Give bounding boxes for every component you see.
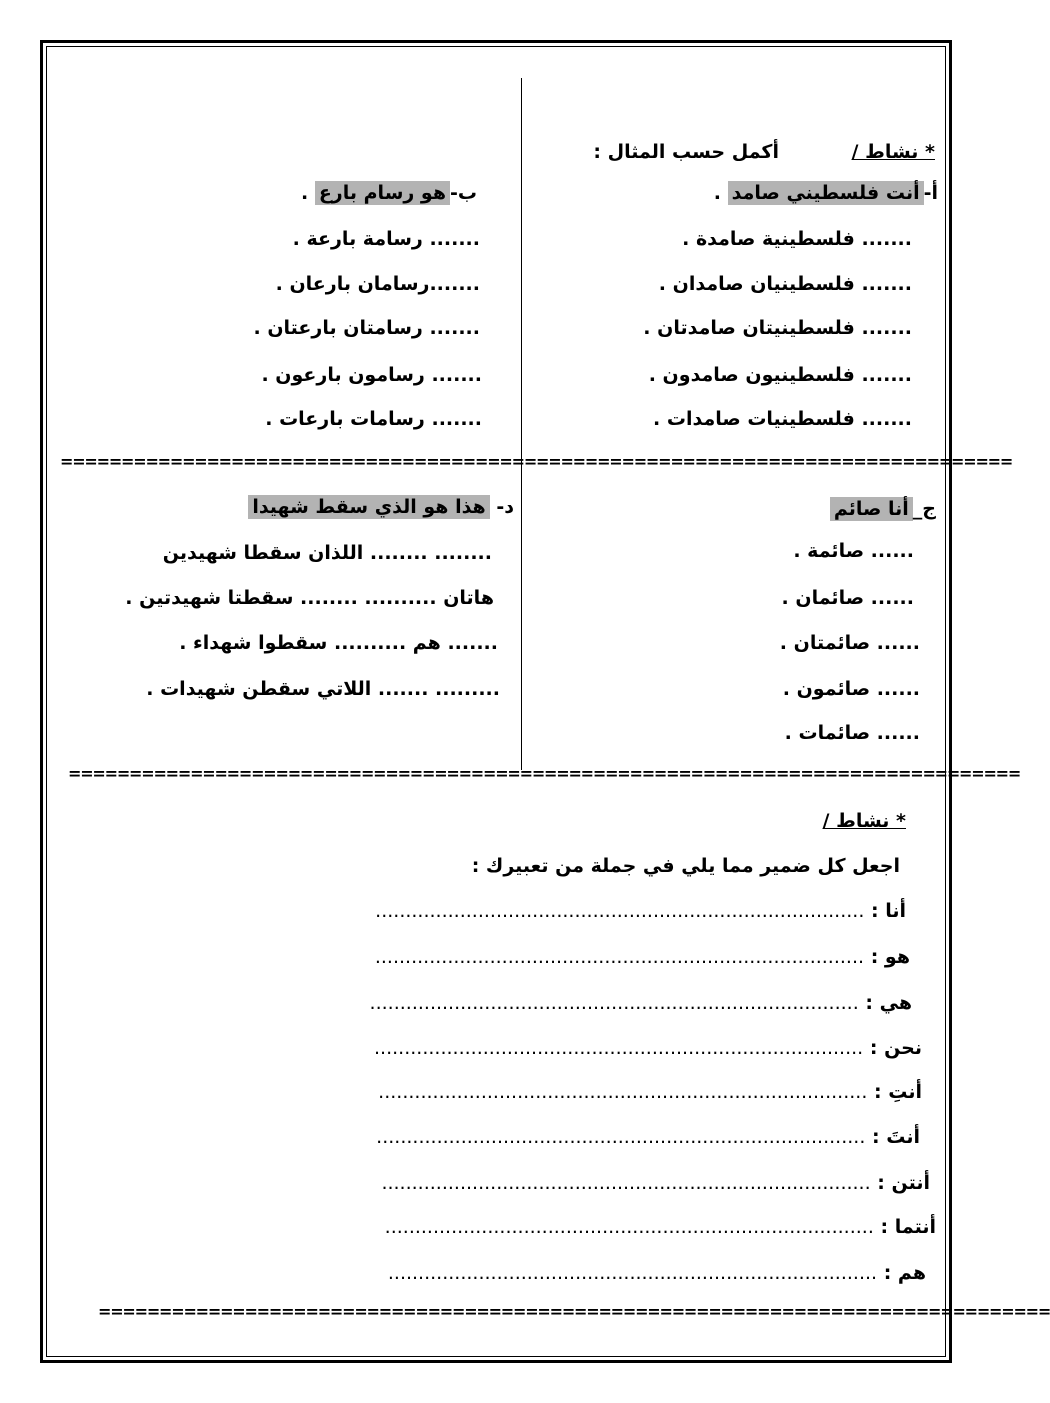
pronoun-row bbox=[385, 1214, 936, 1240]
answer-line[interactable]: ................................................................................. bbox=[381, 1172, 871, 1194]
section-d-highlight: هذا هو الذي سقط شهيدا bbox=[248, 495, 489, 519]
section-d-item: ....... هم .......... سقطوا شهداء . bbox=[179, 632, 498, 654]
pronoun-label: هو : bbox=[870, 946, 910, 968]
section-a-item: ....... فلسطينيان صامدان . bbox=[658, 273, 912, 295]
pronoun-row bbox=[374, 1035, 922, 1061]
answer-line[interactable]: ................................................................................. bbox=[387, 1262, 878, 1284]
section-a-period: . bbox=[713, 182, 721, 204]
pronoun-row bbox=[388, 1260, 926, 1286]
pronoun-row bbox=[376, 1124, 920, 1150]
section-a-item: ....... فلسطينيات صامدات . bbox=[653, 408, 912, 430]
section-b-highlight: هو رسام بارع bbox=[315, 181, 450, 205]
section-c-marker: ج_ bbox=[912, 498, 936, 520]
column-divider bbox=[521, 78, 522, 770]
section-b-item: ....... رسامة بارعة . bbox=[292, 228, 480, 250]
answer-line[interactable]: ................................................................................. bbox=[375, 900, 865, 922]
section-b-marker: ب- bbox=[450, 182, 477, 204]
section-a-item: ....... فلسطينية صامدة . bbox=[682, 228, 912, 250]
section-c-item: ...... صائمان . bbox=[781, 587, 914, 609]
pronoun-label: أنتَ : bbox=[872, 1126, 920, 1148]
answer-line[interactable]: ................................................................................. bbox=[378, 1081, 868, 1103]
section-a-item: ....... فلسطينيتان صامدتان . bbox=[643, 317, 912, 339]
section-b-item: ....... رسامات بارعات . bbox=[265, 408, 482, 430]
activity2-instruction: اجعل كل ضمير مما يلي في جملة من تعبيرك : bbox=[471, 855, 900, 877]
section-a-item: ....... فلسطينيون صامدون . bbox=[648, 364, 912, 386]
section-d-item: ......... ....... اللاتي سقطن شهيدات . bbox=[146, 678, 500, 700]
pronoun-label: أنتن : bbox=[877, 1172, 930, 1194]
separator-line: ============================================================================== bbox=[98, 1302, 1050, 1321]
activity2-title: * نشاط / bbox=[822, 810, 906, 832]
pronoun-label: أنتما : bbox=[880, 1216, 936, 1238]
pronoun-row bbox=[375, 898, 906, 924]
section-c-highlight: أنا صائم bbox=[830, 497, 913, 521]
separator-line: ============================================================================== bbox=[60, 452, 1013, 471]
section-d-example bbox=[248, 494, 514, 520]
section-c-item: ...... صائمون . bbox=[782, 678, 920, 700]
pronoun-label: نحن : bbox=[869, 1037, 922, 1059]
section-c-item: ...... صائمة . bbox=[793, 540, 914, 562]
section-a-marker: أ- bbox=[923, 182, 938, 204]
section-d-item: ........ ........ اللذان سقطا شهيدين bbox=[162, 542, 492, 564]
activity1-title: * نشاط / bbox=[851, 141, 935, 163]
pronoun-row bbox=[375, 944, 910, 970]
section-d-item: هاتان .......... ........ سقطتا شهيدتين . bbox=[125, 587, 494, 609]
activity1-instruction: أكمل حسب المثال : bbox=[593, 141, 779, 163]
pronoun-label: أنتِ : bbox=[874, 1081, 922, 1103]
section-b-item: ....... رسامون بارعون . bbox=[261, 364, 482, 386]
section-b-item: ....... رسامتان بارعتان . bbox=[253, 317, 480, 339]
section-c-item: ...... صائمتان . bbox=[779, 632, 920, 654]
section-b-period: . bbox=[300, 182, 309, 204]
answer-line[interactable]: ................................................................................. bbox=[376, 1126, 866, 1148]
section-c-example bbox=[830, 496, 936, 522]
section-c-item: ...... صائمات . bbox=[784, 722, 920, 744]
answer-line[interactable]: ................................................................................. bbox=[374, 1037, 864, 1059]
section-b-item: .......رسامان بارعان . bbox=[275, 273, 480, 295]
section-b-example bbox=[301, 180, 477, 206]
pronoun-label: أنا : bbox=[871, 900, 906, 922]
pronoun-label: هم : bbox=[883, 1262, 926, 1284]
pronoun-label: هي : bbox=[865, 992, 912, 1014]
section-d-marker: د- bbox=[496, 496, 514, 518]
answer-line[interactable]: ................................................................................. bbox=[374, 946, 865, 968]
section-a-highlight: أنت فلسطيني صامد bbox=[728, 181, 924, 205]
answer-line[interactable]: ................................................................................. bbox=[384, 1216, 874, 1238]
pronoun-row bbox=[370, 990, 912, 1016]
answer-line[interactable]: ................................................................................. bbox=[369, 992, 859, 1014]
separator-line: ============================================================================== bbox=[68, 764, 1021, 783]
pronoun-row bbox=[381, 1170, 930, 1196]
pronoun-row bbox=[378, 1079, 922, 1105]
section-a-example bbox=[714, 180, 938, 206]
